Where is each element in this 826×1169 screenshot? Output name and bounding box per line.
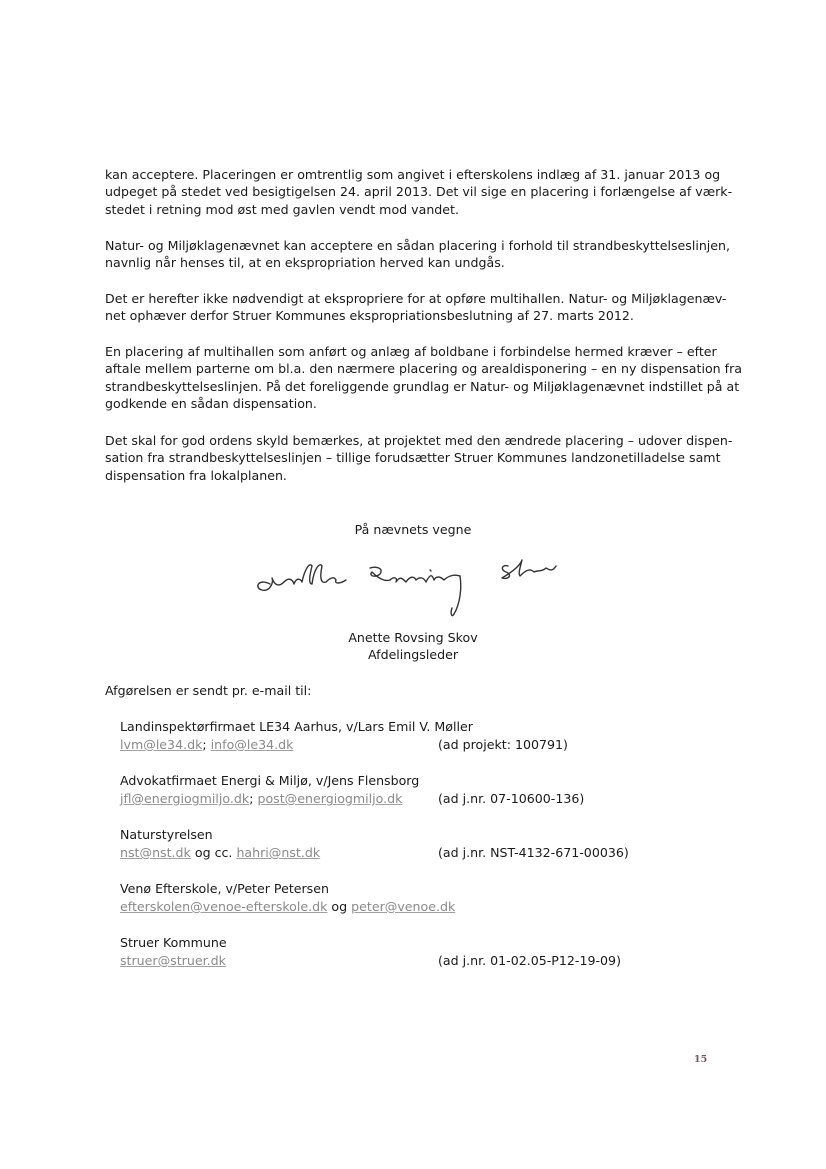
email-link[interactable]: info@le34.dk — [210, 737, 294, 752]
paragraph-acceptance — [105, 237, 731, 272]
text-line: net ophæver derfor Struer Kommunes ekspropriationsbeslutning af 27. marts 2012. — [105, 308, 634, 324]
recipient-le34 — [120, 718, 568, 754]
closing-line — [300, 521, 526, 538]
paragraph-dispensation — [105, 343, 742, 413]
email-link[interactable]: post@energiogmiljo.dk — [257, 791, 403, 806]
signatory-name: Anette Rovsing Skov — [348, 630, 478, 645]
reference-number: (ad j.nr. NST-4132-671-00036) — [438, 845, 629, 860]
recipient-name: Landinspektørfirmaet LE34 Aarhus, v/Lars Emil V. Møller — [120, 719, 473, 734]
text-line: sation fra strandbeskyttelseslinjen – tillige forudsætter Struer Kommunes landzonetilladelse samt — [105, 450, 721, 466]
recipient-emails — [120, 844, 629, 862]
email-link[interactable]: struer@struer.dk — [120, 953, 226, 968]
handwritten-signature — [250, 548, 580, 632]
recipient-energi-miljo — [120, 772, 585, 808]
recipient-venoe-efterskole — [120, 880, 455, 916]
signature-drawing — [250, 548, 580, 628]
email-link[interactable]: lvm@le34.dk — [120, 737, 203, 752]
email-separator: og cc. — [190, 845, 233, 860]
recipient-name: Naturstyrelsen — [120, 827, 213, 842]
recipient-emails — [120, 952, 621, 970]
email-link[interactable]: peter@venoe.dk — [351, 899, 456, 914]
email-link[interactable]: hahri@nst.dk — [236, 845, 321, 860]
text-line: strandbeskyttelseslinjen. På det foreliggende grundlag er Natur- og Miljøklagenævnet indstillet på at — [105, 378, 740, 394]
paragraph-placement — [105, 166, 733, 218]
recipients-intro: Afgørelsen er sendt pr. e-mail til: — [105, 683, 312, 698]
recipient-emails — [120, 790, 585, 808]
email-separator: ; — [249, 791, 254, 806]
paragraph-note — [105, 432, 733, 484]
reference-number: (ad j.nr. 07-10600-136) — [438, 791, 585, 806]
paragraph-expropriation — [105, 290, 727, 325]
email-separator: ; — [202, 737, 207, 752]
page-number: 15 — [694, 1054, 708, 1065]
text-line: udpeget på stedet ved besigtigelsen 24. april 2013. Det vil sige en placering i forlængelse af værk- — [105, 184, 733, 200]
recipient-emails — [120, 898, 455, 916]
text-line: dispensation fra lokalplanen. — [105, 467, 287, 483]
email-link[interactable]: jfl@energiogmiljo.dk — [120, 791, 250, 806]
signatory-title: Afdelingsleder — [367, 647, 459, 663]
text-line: aftale mellem parterne om bl.a. den nærmere placering og arealdisponering – en ny dispensation fra — [105, 361, 742, 377]
recipient-name: Advokatfirmaet Energi & Miljø, v/Jens Flensborg — [120, 773, 420, 788]
text-line: Natur- og Miljøklagenævnet kan acceptere en sådan placering i forhold til strandbeskyttelseslinjen, — [105, 238, 731, 253]
text-line: Det skal for god ordens skyld bemærkes, at projektet med den ændrede placering – udover dispen- — [105, 433, 733, 448]
text-line: godkende en sådan dispensation. — [105, 396, 317, 412]
text-line: navnlig når henses til, at en ekspropriation herved kan undgås. — [105, 255, 505, 271]
recipient-name: Venø Efterskole, v/Peter Petersen — [120, 881, 329, 896]
reference-number: (ad j.nr. 01-02.05-P12-19-09) — [438, 953, 621, 968]
recipient-naturstyrelsen — [120, 826, 629, 862]
recipient-struer-kommune — [120, 934, 621, 970]
signatory-block — [300, 629, 526, 664]
recipient-name: Struer Kommune — [120, 935, 227, 950]
email-link[interactable]: efterskolen@venoe-efterskole.dk — [120, 899, 328, 914]
email-separator: og — [327, 899, 348, 914]
text-line: Det er herefter ikke nødvendigt at ekspropriere for at opføre multihallen. Natur- og Miljøklagenæv- — [105, 291, 727, 306]
email-link[interactable]: nst@nst.dk — [120, 845, 191, 860]
closing-text: På nævnets vegne — [354, 522, 472, 537]
recipient-emails — [120, 736, 568, 754]
text-line: stedet i retning mod øst med gavlen vendt mod vandet. — [105, 201, 459, 217]
text-line: En placering af multihallen som anført og anlæg af boldbane i forbindelse hermed kræver – efter — [105, 344, 717, 359]
text-line: kan acceptere. Placeringen er omtrentlig som angivet i efterskolens indlæg af 31. januar 2013 og — [105, 167, 721, 182]
reference-number: (ad projekt: 100791) — [438, 737, 568, 752]
